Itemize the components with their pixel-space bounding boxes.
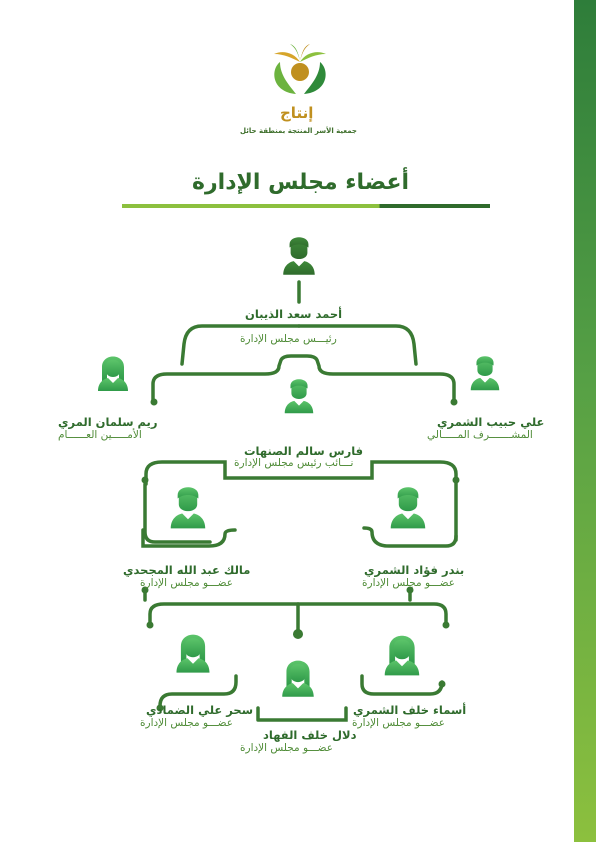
person-icon-financial-supervisor <box>471 356 500 390</box>
person-icon-member-dalal <box>282 661 314 697</box>
financial-supervisor-name: علي حبيب الشمري <box>437 415 545 429</box>
org-name: جمعية الأسر المنتجة بمنطقة حائل <box>240 127 357 135</box>
person-icon-member-asmaa <box>385 636 420 676</box>
member-sahar-role: عضـــو مجلس الإدارة <box>140 717 234 729</box>
member-asmaa-name: أسماء خلف الشمري <box>353 703 467 717</box>
person-icon-chairman <box>283 237 315 275</box>
member-sahar-name: سحر علي الضمادي <box>146 703 254 717</box>
member-dalal-name: دلال خلف الفهاد <box>263 728 357 742</box>
palm-leaf-logo <box>274 44 326 94</box>
page-title: أعضاء مجلس الإدارة <box>192 170 410 195</box>
brand-name: إنتاج <box>280 104 314 122</box>
member-malek-role: عضـــو مجلس الإدارة <box>140 577 234 589</box>
person-icon-secretary-general <box>98 357 128 392</box>
person-icon-member-malek <box>171 487 206 528</box>
member-dalal-role: عضـــو مجلس الإدارة <box>240 742 334 754</box>
financial-supervisor-role: المشـــــــرف المـــــالي <box>427 429 533 441</box>
person-icon-member-bandar <box>391 487 426 528</box>
vice-chairman-role: نـــائب رئيس مجلس الإدارة <box>234 457 354 469</box>
member-malek-name: مالك عبد الله المجحدي <box>123 563 251 577</box>
person-icon-vice-chairman <box>285 379 314 413</box>
member-asmaa-role: عضـــو مجلس الإدارة <box>352 717 446 729</box>
person-icon-member-sahar <box>177 635 210 673</box>
secretary-general-role: الأمـــــين العــــــام <box>58 429 142 441</box>
vice-chairman-name: فارس سالم الصنهات <box>244 444 364 458</box>
member-bandar-role: عضـــو مجلس الإدارة <box>362 577 456 589</box>
title-underline <box>122 204 490 208</box>
secretary-general-name: ريم سلمان المري <box>58 415 158 429</box>
member-bandar-name: بندر فؤاد الشمري <box>364 563 465 577</box>
chairman-role: رئيـــس مجلس الإدارة <box>240 333 337 345</box>
chairman-name: أحمد سعد الذيبان <box>245 307 343 321</box>
